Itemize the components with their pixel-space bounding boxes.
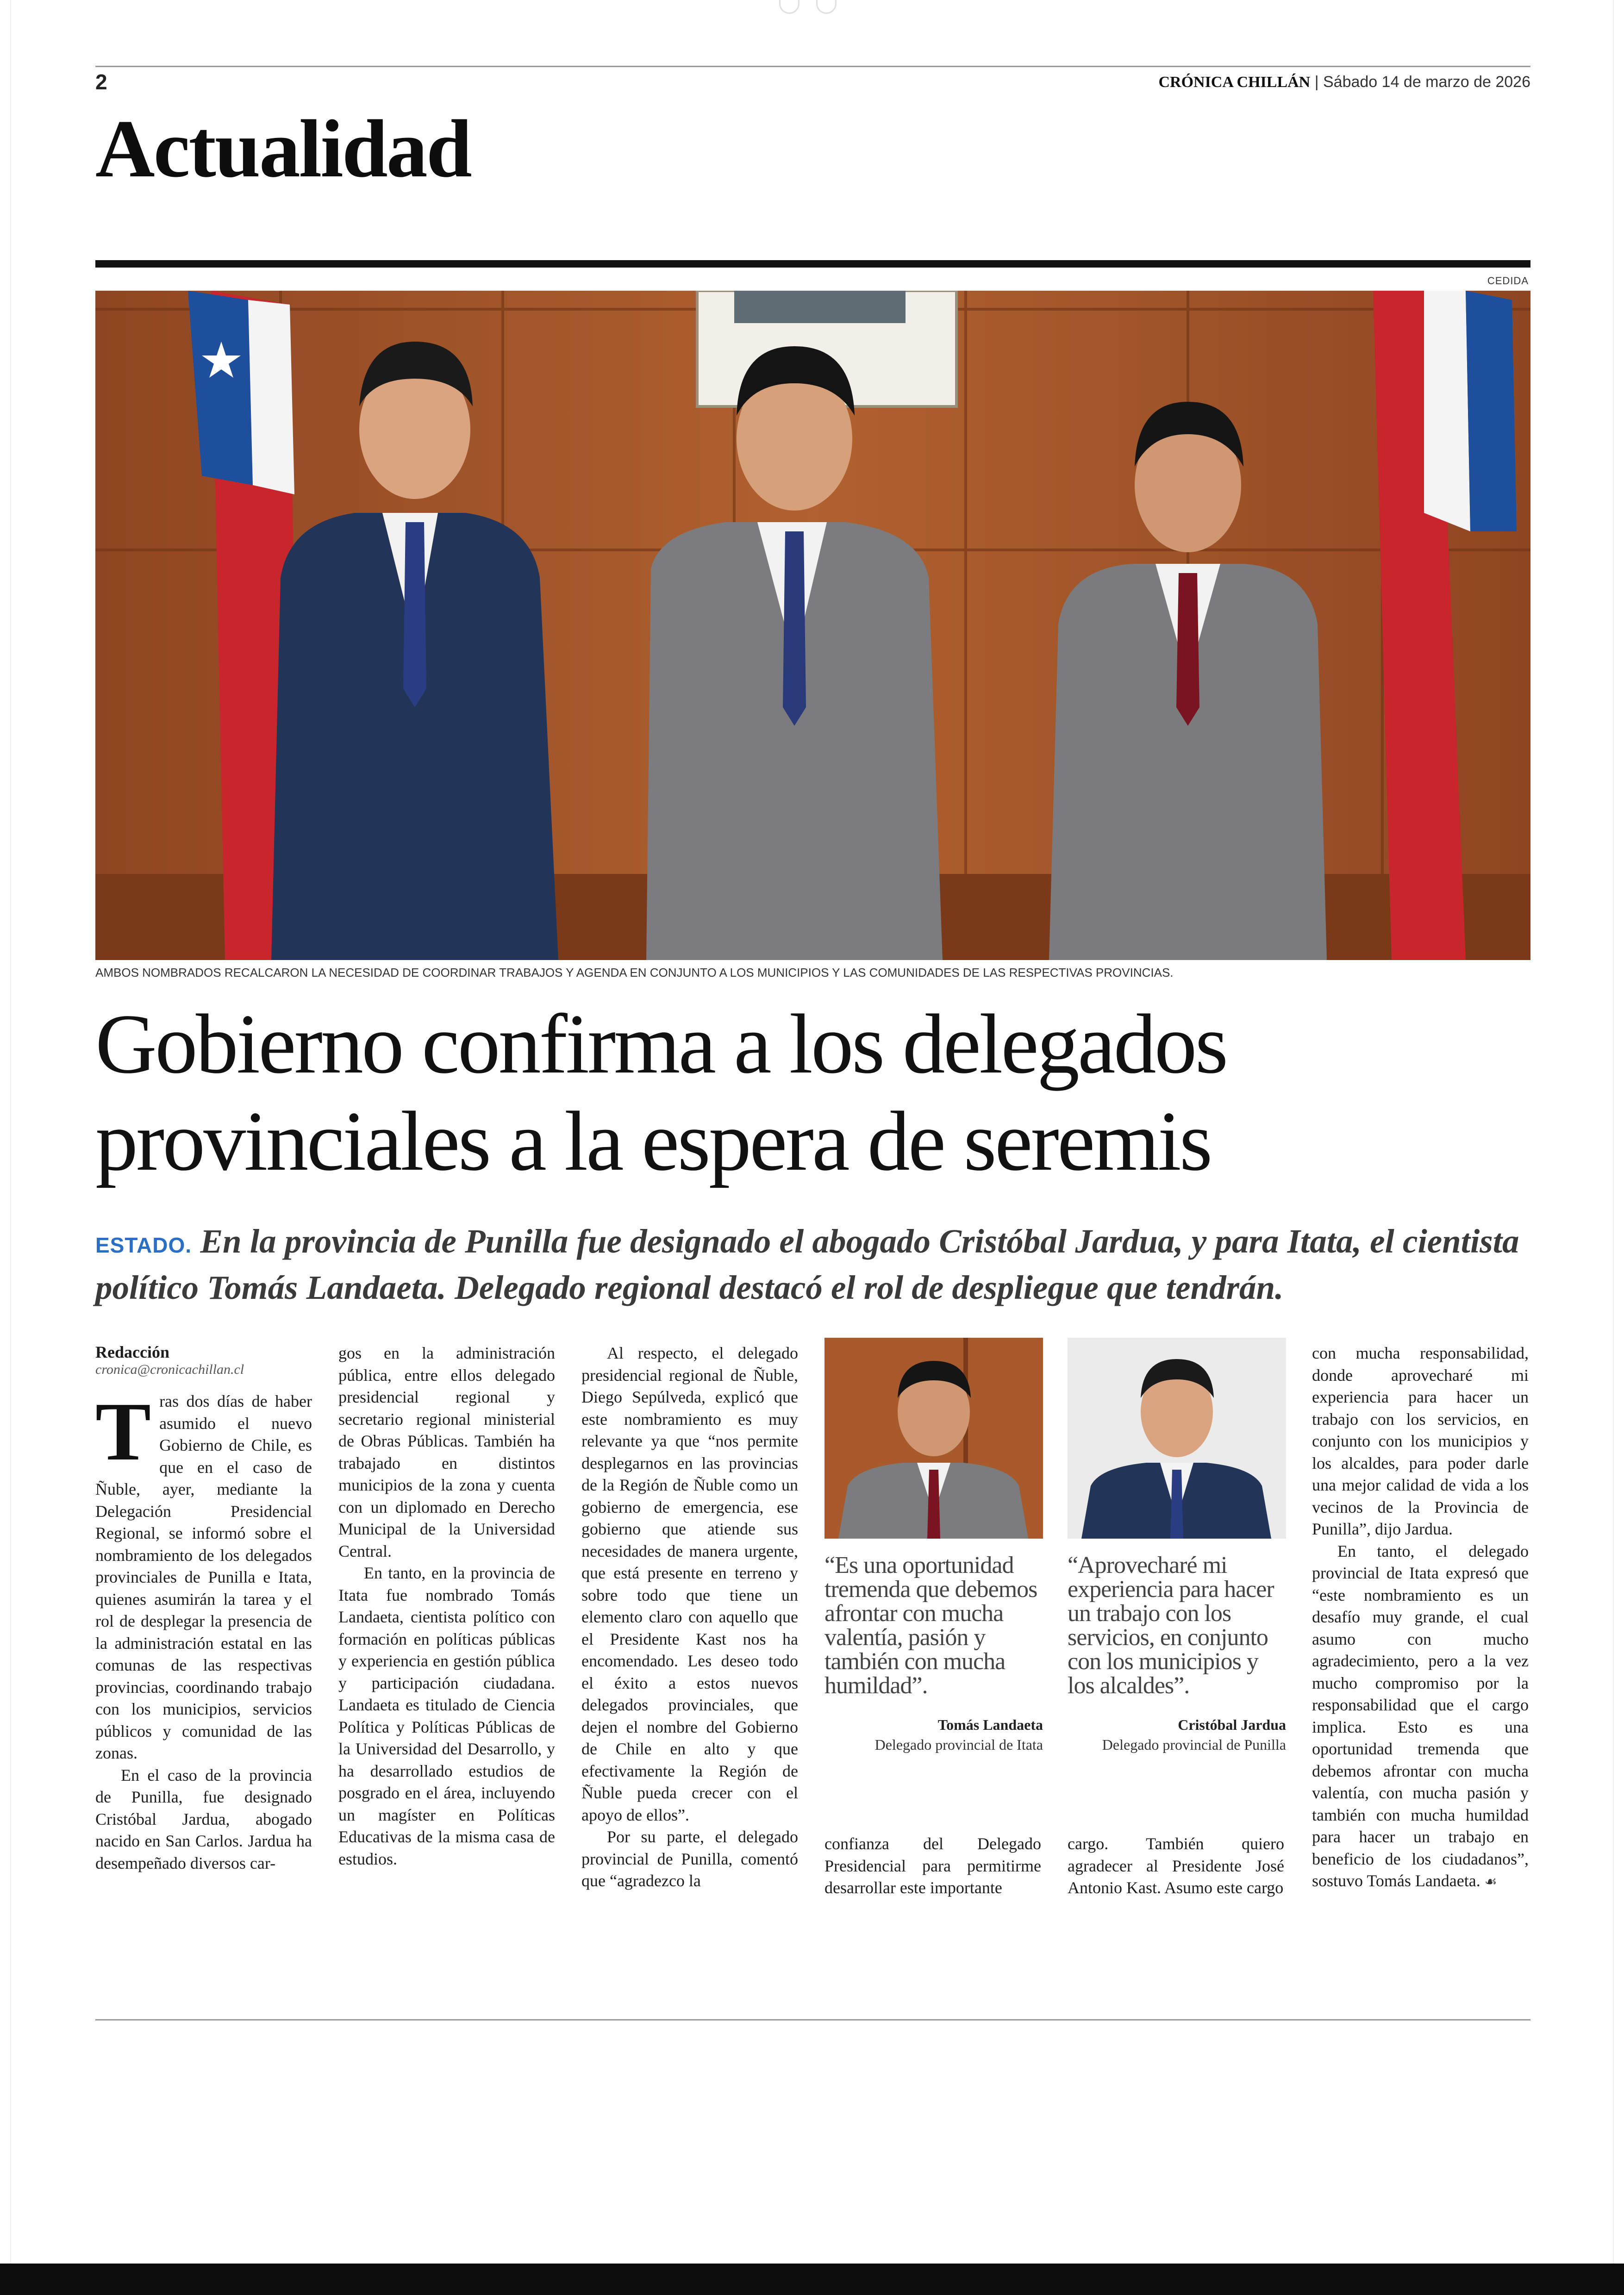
article-column-2 xyxy=(338,1342,555,1870)
kicker: ESTADO. xyxy=(95,1233,192,1257)
main-photo xyxy=(95,291,1530,960)
dateline xyxy=(1158,73,1530,91)
paragraph: confianza del Delegado Presidencial para permitirme desarrollar este importante xyxy=(824,1834,1041,1897)
pull-quote: “Aprovecharé mi experiencia para hacer un trabajo con los servicios, en conjunto con los municipios y los alcaldes”. xyxy=(1068,1552,1274,1699)
deck xyxy=(95,1220,1530,1309)
article-column-1 xyxy=(95,1342,312,1874)
photo-credit: CEDIDA xyxy=(1487,275,1529,287)
paragraph: gos en la administración pública, entre ellos delegado presidencial regional y secretario regional ministerial de Obras Públicas. También ha trabajado en distintos municipios de la zona y cuenta con un diplomado en Derecho Municipal de la Universidad Central. xyxy=(338,1344,555,1560)
dropcap: T xyxy=(95,1385,151,1478)
article-column-4 xyxy=(824,1833,1041,1899)
header-rule xyxy=(95,66,1530,67)
paragraph: cargo. También quiero agradecer al Presidente José Antonio Kast. Asumo este cargo xyxy=(1068,1834,1284,1897)
quote-role: Delegado provincial de Punilla xyxy=(1102,1736,1286,1753)
pullquote-card-jardua xyxy=(1068,1338,1286,1753)
bottom-rule xyxy=(95,2019,1530,2021)
paragraph: En tanto, en la provincia de Itata fue nombrado Tomás Landaeta, cientista político con formación en políticas públicas y experiencia en gestión pública y participación ciudadana. Landaeta es titulado de Ciencia Política y Políticas Públicas de la Universidad del Desarrollo, y ha desarrollado estudios de posgrado en el área, incluyendo un magíster en Políticas Educativas de la misma casa de estudios. xyxy=(338,1564,555,1868)
photo-caption: AMBOS NOMBRADOS RECALCARON LA NECESIDAD DE COORDINAR TRABAJOS Y AGENDA EN CONJUNTO A LOS MUNICIPIOS Y LAS COMUNIDADES DE LAS RESPECTIVAS PROVINCIAS. xyxy=(95,966,1174,979)
article-column-6 xyxy=(1312,1342,1529,1893)
headline-line-1: Gobierno confirma a los delegados xyxy=(95,997,1227,1091)
closing-text: En tanto, el delegado provincial de Itata expresó que “este nombramiento es un desafío muy grande, el cual asumo con mucho agradecimiento, pero a la vez mucho compromiso por la responsabilidad que el cargo implica. Esto es una oportunidad tremenda que debemos afrontar con mucha valentía, con mucha pasión y también con mucha humildad para hacer un trabajo en beneficio de los ciudadanos”, sostuvo Tomás Landaeta. xyxy=(1312,1541,1529,1890)
paragraph: Al respecto, el delegado presidencial regional de Ñuble, Diego Sepúlveda, explicó que este nombramiento es muy relevante ya que “nos permite desplegarnos en las provincias de la Región de Ñuble como un gobierno de emergencia, ese gobierno que atiende sus necesidades de manera urgente, que está presente en terreno y sobre todo que tiene un elemento claro con aquello que el Presidente Kast nos ha encomendado. Les deseo todo el éxito a estos nuevos delegados provinciales, que dejen el nombre del Gobierno de Chile en alto y que efectivamente la Región de Ñuble pueda crecer con el apoyo de ellos”. xyxy=(581,1344,798,1824)
quote-attribution: Tomás Landaeta xyxy=(937,1716,1043,1733)
scroll-indicator-icon[interactable] xyxy=(779,0,800,14)
byline: Redacción xyxy=(95,1343,169,1361)
headline xyxy=(95,995,1530,1190)
section-rule xyxy=(95,260,1530,268)
publication-date: Sábado 14 de marzo de 2026 xyxy=(1323,73,1530,91)
quote-attribution: Cristóbal Jardua xyxy=(1178,1716,1286,1733)
pullquote-card-landaeta xyxy=(824,1338,1043,1753)
pull-quote: “Es una oportunidad tremenda que debemos afrontar con mucha valentía, pasión y también con mucha humildad”. xyxy=(824,1552,1037,1699)
bottom-bar xyxy=(0,2264,1624,2295)
quote-role: Delegado provincial de Itata xyxy=(874,1736,1043,1753)
portrait-photo xyxy=(824,1338,1043,1539)
headline-line-2: provinciales a la espera de seremis xyxy=(95,1094,1211,1188)
article-column-5 xyxy=(1068,1833,1284,1899)
deck-text: En la provincia de Punilla fue designado el abogado Cristóbal Jardua, y para Itata, el cientista político Tomás Landaeta. Delegado regional destacó el rol de despliegue que tendrán. xyxy=(95,1222,1519,1306)
paragraph: Por su parte, el delegado provincial de Punilla, comentó que “agradezco la xyxy=(581,1827,798,1890)
section-title: Actualidad xyxy=(95,103,471,194)
lead-text: ras dos días de haber asumido el nuevo Gobierno de Chile, es que en el caso de Ñuble, ayer, mediante la Delegación Presidencial Regional, se informó sobre el nombramiento de los delegados provinciales de Punilla e Itata, quienes asumirán la tarea y el rol de desplegar la presencia de la administración estatal en las comunas de las respectivas provincias, coordinando trabajo con los municipios, servicios públicos y comunidad de las zonas. xyxy=(95,1392,312,1762)
article-column-3 xyxy=(581,1342,798,1892)
publication-name: CRÓNICA CHILLÁN xyxy=(1158,74,1311,91)
viewer-chrome xyxy=(779,0,837,14)
page-number: 2 xyxy=(95,70,107,94)
byline-email: cronica@cronicachillan.cl xyxy=(95,1362,244,1377)
paragraph: con mucha responsabilidad, donde aprovecharé mi experiencia para hacer un trabajo con los servicios, en conjunto con los municipios y los alcaldes, para poder darle una mejor calidad de vida a los vecinos de la Provincia de Punilla”, dijo Jardua. xyxy=(1312,1344,1529,1538)
end-mark-icon: ☙ xyxy=(1484,1874,1497,1890)
lead-paragraph xyxy=(95,1385,312,1765)
portrait-photo xyxy=(1068,1338,1286,1539)
paragraph: En el caso de la provincia de Punilla, fue designado Cristóbal Jardua, abogado nacido en San Carlos. Jardua ha desempeñado diversos car- xyxy=(95,1765,312,1872)
scroll-indicator-icon[interactable] xyxy=(816,0,837,14)
paragraph xyxy=(1312,1540,1529,1893)
dateline-separator: | xyxy=(1314,73,1319,91)
